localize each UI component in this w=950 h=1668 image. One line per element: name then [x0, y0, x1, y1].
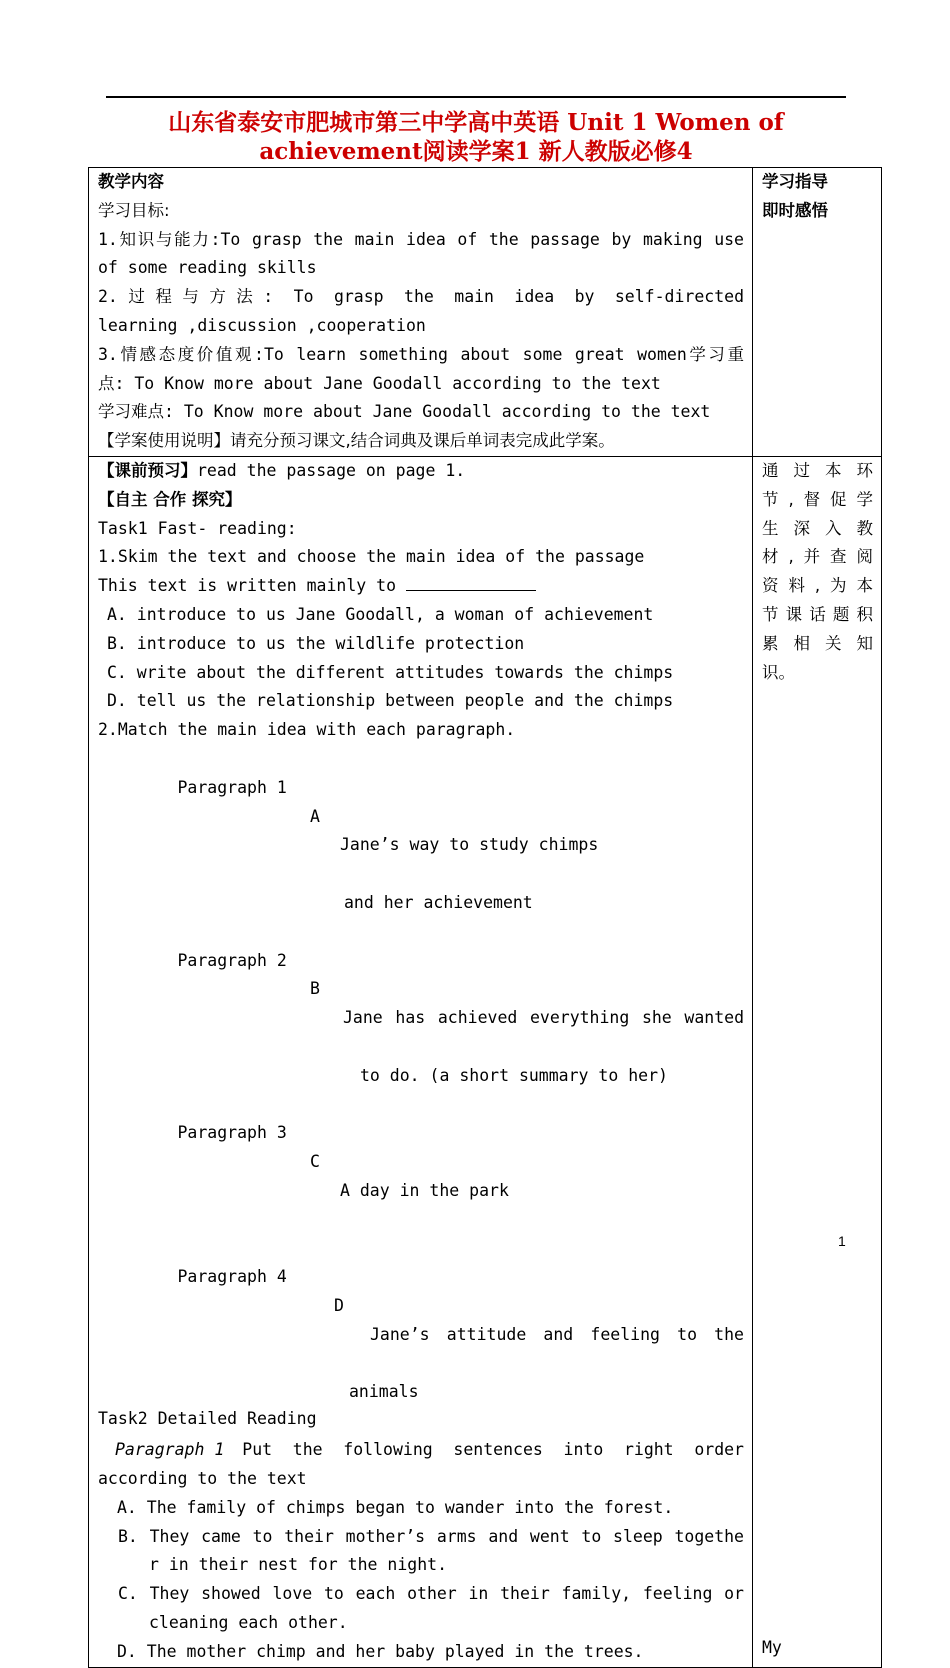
goals-label: 学习目标:: [98, 200, 170, 220]
difficulty: 学习难点: To Know more about Jane Goodall according to the text: [98, 402, 711, 422]
page-number: 1: [838, 1233, 846, 1249]
task1-heading: Task1 Fast- reading:: [98, 518, 297, 538]
match-letter: A: [310, 806, 320, 826]
question-1: 1.Skim the text and choose the main idea of the passage: [98, 547, 645, 567]
study-guide-heading: 学习指导: [762, 172, 828, 191]
guide-line: 节,督促学: [762, 489, 873, 509]
match-idea: A day in the park: [340, 1180, 509, 1200]
match-row: [98, 1234, 744, 1378]
match-row: [98, 918, 744, 1062]
guide-line: 节课话题积: [762, 604, 873, 624]
option-d: D. tell us the relationship between people and the chimps: [107, 691, 674, 711]
goal-process-cont: learning ,discussion ,cooperation: [98, 315, 426, 335]
sentence-c-cont: cleaning each other.: [149, 1613, 348, 1633]
goal-knowledge-cont: of some reading skills: [98, 258, 317, 278]
match-paragraph: Paragraph 4: [177, 1267, 287, 1287]
objectives-cell: [89, 168, 753, 457]
match-letter: B: [310, 979, 320, 999]
sentence-b: B. They came to their mother’s arms and went to sleep togethe: [118, 1526, 744, 1546]
question-1-stem: This text is written mainly to: [98, 572, 744, 601]
sentence-b-cont: r in their nest for the night.: [149, 1555, 448, 1575]
match-idea: Jane’s way to study chimps: [340, 835, 599, 855]
match-letter: C: [310, 1152, 320, 1172]
guide-line: 累相关知: [762, 633, 873, 653]
option-b: B. introduce to us the wildlife protection: [107, 633, 525, 653]
sentence-d: D. The mother chimp and her baby played in the trees.: [117, 1641, 644, 1661]
document-title-line-1: 山东省泰安市肥城市第三中学高中英语 Unit 1 Women of: [168, 109, 784, 136]
explore-label: 【自主 合作 探究】: [98, 489, 242, 509]
document-title-line-2: achievement阅读学案1 新人教版必修4: [259, 138, 693, 165]
match-row: [98, 745, 744, 889]
teaching-content-heading: 教学内容: [98, 172, 164, 191]
match-idea: Jane has achieved everything she wanted: [343, 1008, 744, 1028]
match-letter: D: [334, 1296, 344, 1316]
tasks-cell: [89, 456, 753, 1667]
goal-process: 2.过程与方法: To grasp the main idea by self-directed: [98, 287, 744, 307]
match-paragraph: Paragraph 3: [177, 1123, 287, 1143]
match-row: [98, 1091, 744, 1235]
goal-attitude: 3.情感态度价值观:To learn something about some great women学习重: [98, 344, 744, 364]
objectives-row: [89, 168, 882, 457]
preview-text: read the passage on page 1.: [197, 460, 466, 480]
paragraph1-label: Paragraph 1: [115, 1440, 225, 1460]
top-rule: [106, 96, 846, 98]
key-point: 点: To Know more about Jane Goodall according to the text: [98, 373, 661, 393]
goal-knowledge: 1.知识与能力:To grasp the main idea of the passage by making use: [98, 229, 744, 249]
match-paragraph: Paragraph 1: [177, 777, 287, 797]
guidance-header-cell: [753, 168, 882, 457]
answer-blank[interactable]: [406, 574, 536, 591]
guidance-cell: [753, 456, 882, 1667]
reflection-heading: 即时感悟: [762, 200, 828, 220]
preview-label: 【课前预习】: [98, 460, 197, 480]
match-idea-cont: and her achievement: [344, 892, 533, 912]
paragraph1-instruction-text: Put the following sentences into right order: [242, 1440, 744, 1460]
guide-line: 资料,为本: [762, 576, 873, 596]
reflection-start: My: [762, 1637, 782, 1657]
question-2: 2.Match the main idea with each paragraph.: [98, 720, 516, 740]
task2-heading: Task2 Detailed Reading: [98, 1409, 317, 1429]
tasks-row: [89, 456, 882, 1667]
match-idea: Jane’s attitude and feeling to the: [370, 1324, 744, 1344]
match-idea-cont: to do. (a short summary to her): [360, 1065, 668, 1085]
match-idea-cont: animals: [349, 1382, 419, 1402]
paragraph1-instruction-cont: according to the text: [98, 1469, 307, 1489]
lesson-plan-table: [88, 167, 882, 1668]
sentence-a: A. The family of chimps began to wander into the forest.: [117, 1497, 674, 1517]
sentence-c: C. They showed love to each other in their family, feeling or: [118, 1584, 744, 1604]
match-paragraph: Paragraph 2: [177, 950, 287, 970]
guide-line: 生深入教: [762, 518, 873, 538]
option-a: A. introduce to us Jane Goodall, a woman of achievement: [107, 604, 654, 624]
paragraph1-instruction: [98, 1436, 744, 1465]
guide-line: 识。: [762, 662, 795, 682]
guide-line: 通过本环: [762, 460, 873, 480]
usage-instruction: 【学案使用说明】请充分预习课文,结合词典及课后单词表完成此学案。: [98, 431, 615, 451]
option-c: C. write about the different attitudes towards the chimps: [107, 662, 674, 682]
guide-line: 材,并查阅: [762, 547, 873, 567]
